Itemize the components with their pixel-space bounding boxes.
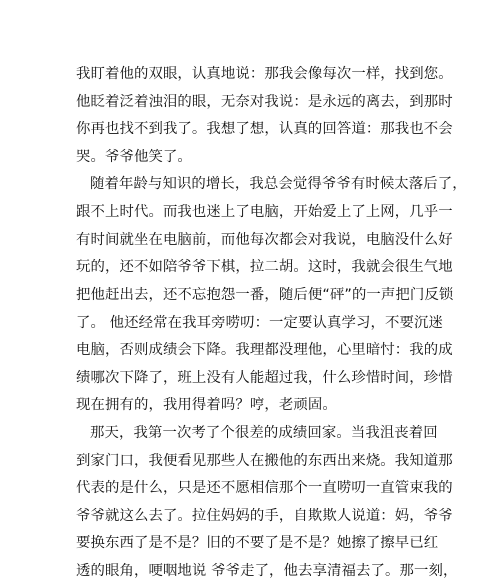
text-line: 透的眼角，哽咽地说 爷爷走了，他去享清福去了。那一刻， (76, 563, 458, 579)
text-line: 把他赶出去，还不忘抱怨一番，随后便“砰”的一声把门反锁 (76, 287, 454, 303)
text-line: 要换东西了是不是？旧的不要了是不是？她擦了擦早已红 (76, 535, 439, 551)
paragraph-first-line: 随着年龄与知识的增长，我总会觉得爷爷有时候太落后了， (90, 176, 467, 192)
text-line: 到家门口，我便看见那些人在搬他的东西出来烧。我知道那 (76, 453, 453, 469)
text-line: 爷爷就这么去了。拉住妈妈的手，自欺欺人说道：妈，爷爷 (76, 508, 453, 524)
text-line: 现在拥有的，我用得着吗？哼，老顽固。 (76, 397, 337, 413)
text-line: 代表的是什么，只是还不愿相信那个一直唠叨一直管束我的 (76, 480, 453, 496)
text-line: 他眨着泛着浊泪的眼，无奈对我说：是永远的离去，到那时 (76, 94, 453, 110)
text-line: 哭。爷爷他笑了。 (76, 149, 192, 165)
text-line: 绩哪次下降了，班上没有人能超过我，什么珍惜时间，珍惜 (76, 370, 453, 386)
text-line: 你再也找不到我了。我想了想，认真的回答道：那我也不会 (76, 121, 453, 137)
text-line: 了。 他还经常在我耳旁唠叨：一定要认真学习，不要沉迷 (76, 315, 443, 331)
text-line: 电脑，否则成绩会下降。我理都没理他，心里暗忖：我的成 (76, 342, 453, 358)
text-line: 玩的，还不如陪爷爷下棋，拉二胡。这时，我就会很生气地 (76, 259, 453, 275)
text-line: 有时间就坐在电脑前，而他每次都会对我说，电脑没什么好 (76, 232, 453, 248)
paragraph-first-line: 那天，我第一次考了个很差的成绩回家。当我沮丧着回 (90, 425, 438, 441)
text-line: 跟不上时代。而我也迷上了电脑，开始爱上了上网，几乎一 (76, 204, 453, 220)
text-line: 我盯着他的双眼，认真地说：那我会像每次一样，找到您。 (76, 66, 453, 82)
